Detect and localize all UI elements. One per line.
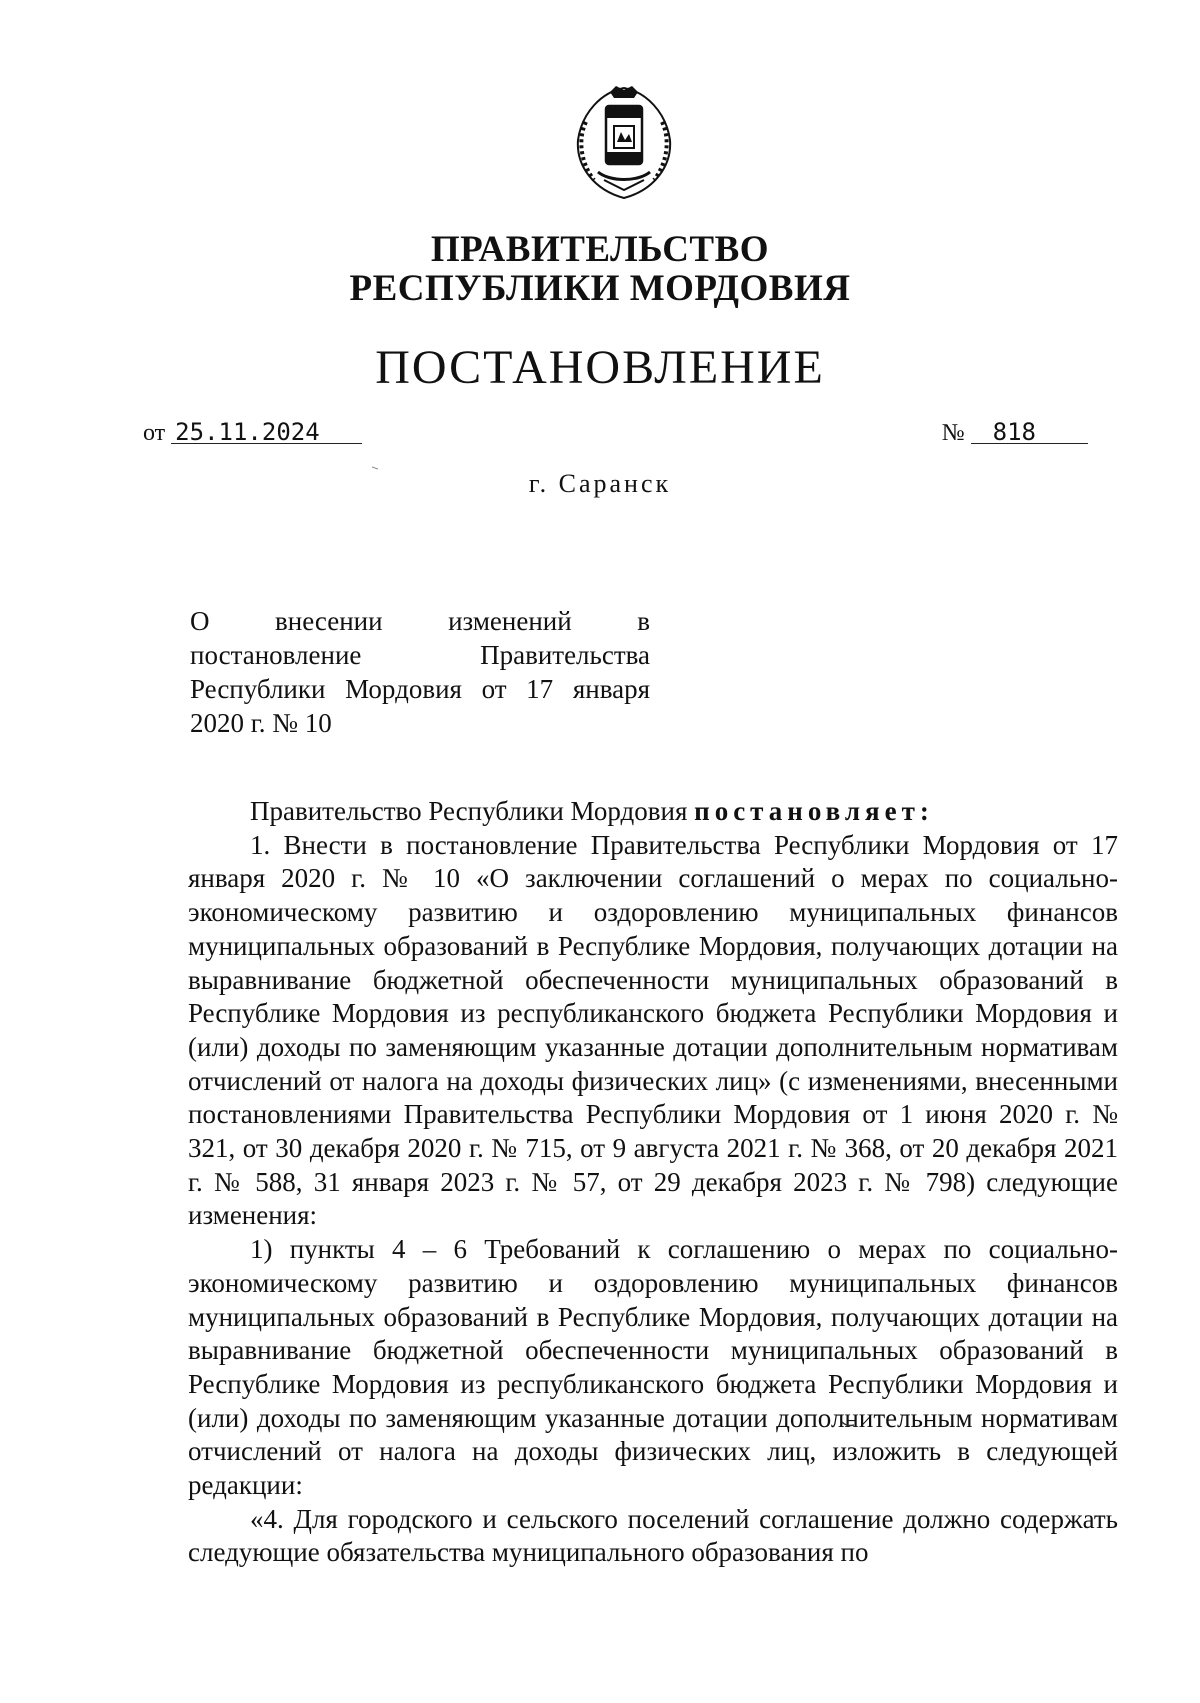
city-name: г. Саранск xyxy=(528,469,672,498)
scan-speck xyxy=(842,1421,854,1427)
organization-name-line1: ПРАВИТЕЛЬСТВО xyxy=(430,229,770,270)
subject-line: постановление Правительства xyxy=(190,640,650,670)
number-prefix: № xyxy=(941,420,965,446)
document-number xyxy=(942,420,1088,447)
intro-paragraph xyxy=(188,795,1118,829)
body-paragraph: «4. Для городского и сельского поселений соглашение должно содержать следующие обязательства муниципального образования по xyxy=(188,1503,1118,1568)
scan-speck xyxy=(372,466,378,470)
document-subject xyxy=(190,604,650,740)
document-body xyxy=(188,795,1118,1570)
resolves-word: постановляет: xyxy=(694,796,934,826)
body-paragraph: 1) пункты 4 – 6 Требований к соглашению о мерах по социально-экономическому развитию и оздоровлению муниципальных финансов муниципальных образований в Республике Мордовия, получающих дотации на выравнивание бюджетной обеспеченности муниципальных образований в Республике Мордовия из республиканского бюджета Республики Мордовия и (или) доходы по заменяющим указанные дотации дополнительным нормативам отчислений от налога на доходы физических лиц, изложить в следующей редакции: xyxy=(188,1234,1118,1501)
body-paragraph: 1. Внести в постановление Правительства Республики Мордовия от 17 января 2020 г. № 10 «О заключении соглашений о мерах по социально-экономическому развитию и оздоровлению муниципальных финансов муниципальных образований в Республике Мордовия, получающих дотации на выравнивание бюджетной обеспеченности муниципальных образований в Республике Мордовия из республиканского бюджета Республики Мордовия и (или) доходы по заменяющим указанные дотации дополнительным нормативам отчислений от налога на доходы физических лиц» (с изменениями, внесенными постановлениями Правительства Республики Мордовия от 1 июня 2020 г. № 321, от 30 декабря 2020 г. № 715, от 9 августа 2021 г. № 368, от 20 декабря 2021 г. № 588, 31 января 2023 г. № 57, от 29 декабря 2023 г. № 798) следующие изменения: xyxy=(188,829,1118,1231)
subject-line: О внесении изменений в xyxy=(190,606,650,636)
number-value: 818 xyxy=(971,421,1088,444)
date-value: 25.11.2024 xyxy=(171,421,362,444)
subject-line: Республики Мордовия от 17 января xyxy=(190,674,650,704)
organization-name-line2: РЕСПУБЛИКИ МОРДОВИЯ xyxy=(349,268,851,309)
date-prefix: от xyxy=(143,420,166,446)
document-type-title: ПОСТАНОВЛЕНИЕ xyxy=(375,341,825,394)
subject-line: 2020 г. № 10 xyxy=(190,708,332,738)
intro-text: Правительство Республики Мордовия xyxy=(250,796,695,826)
document-date xyxy=(143,420,362,447)
coat-of-arms-emblem xyxy=(564,82,684,202)
